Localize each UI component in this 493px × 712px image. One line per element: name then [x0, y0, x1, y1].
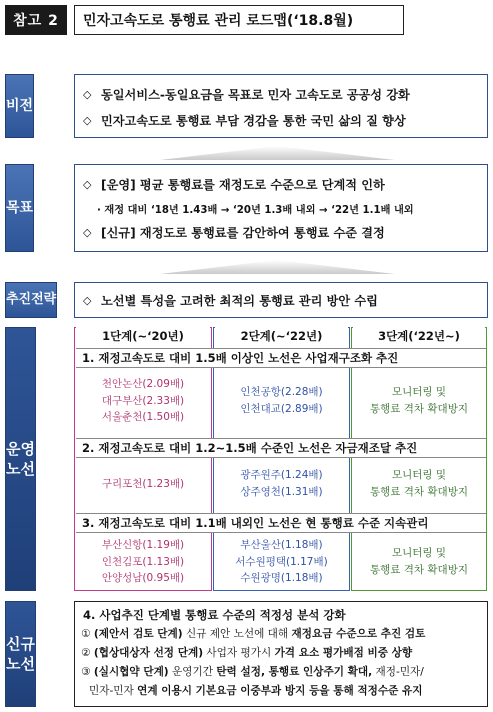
section-2-stage1: [76, 460, 210, 508]
goal-sub: · 재정 대비 ‘18년 1.43배 → ‘20년 1.3배 내외 → ‘22년 1.1배 내외: [97, 204, 414, 216]
vision-box: [74, 74, 488, 138]
route-item: 천안논산(2.09배): [101, 377, 185, 390]
item-number: ①: [81, 628, 91, 640]
stage3-header: 3단계(‘22년~): [353, 327, 485, 345]
diamond-icon: ◇: [83, 293, 92, 307]
new-routes-label: [5, 601, 36, 707]
new-item-3: [81, 664, 481, 683]
new-item-1: [81, 626, 481, 645]
vision-label: 비전: [5, 74, 34, 138]
section-3-stage3: [353, 535, 485, 589]
item-text: 사업자 평가시: [203, 647, 275, 659]
new-item-3-continued: [81, 683, 481, 702]
route-item: 대구부산(2.33배): [101, 394, 185, 407]
stage3-text: 모니터링 및: [391, 386, 447, 399]
item-text: 신규 제안 노선에 대해: [182, 628, 292, 640]
goal-label: 목표: [5, 164, 34, 252]
route-item: 수원광명(1.18배): [240, 572, 323, 585]
new-routes-box: [74, 601, 488, 707]
new-item-2: [81, 645, 481, 664]
item-tail: 재정-민자/: [372, 666, 424, 678]
item-emphasis: 연계 이용시 기본요금 이중부과 방지 등을 통해 적정수준 유지: [137, 685, 423, 697]
goal-item-1-text: [운영] 평균 통행료를 재정도로 수준으로 단계적 인하: [101, 177, 385, 192]
vision-item-2-text: 민자고속도로 통행료 부담 경감을 통한 국민 삶의 질 향상: [101, 113, 406, 128]
stage3-text: 통행료 격차 확대방지: [370, 564, 468, 576]
operating-routes-label: [5, 327, 36, 591]
item-text: 민자-민자: [89, 685, 138, 697]
goal-item-2-text: [신규] 재정도로 통행료를 감안하여 통행료 수준 결정: [101, 225, 385, 240]
item-emphasis: 가격 요소 평가배점 비중 상향: [274, 647, 413, 659]
operating-label-line1: 운영: [6, 439, 35, 458]
up-arrow-icon: [160, 146, 395, 160]
item-number: ②: [81, 647, 91, 659]
section-1-heading: 1. 재정고속도로 대비 1.5배 이상인 노선은 사업재구조화 추진: [76, 348, 486, 368]
new-routes-heading: 4. 사업추진 단계별 통행료 수준의 적정성 분석 강화: [83, 608, 346, 622]
vision-item-1-text: 동일서비스-동일요금을 목표로 민자 고속도로 공공성 강화: [101, 87, 410, 102]
route-item: 서울춘천(1.50배): [101, 411, 185, 424]
section-3-heading: 3. 재정고속도로 대비 1.1배 내외인 노선은 현 통행료 수준 지속관리: [76, 513, 486, 533]
up-arrow-icon: [160, 260, 395, 274]
goal-item-2: [83, 219, 479, 245]
stage3-text: 모니터링 및: [391, 547, 447, 560]
item-stage: (제안서 검토 단계): [93, 628, 183, 640]
item-number: ③: [81, 666, 91, 678]
item-stage: (협상대상자 선정 단계): [93, 647, 204, 659]
goal-item-1: [83, 171, 479, 197]
stage1-header: 1단계(~‘20년): [76, 327, 210, 345]
strategy-item: [83, 292, 378, 309]
stage3-text: 통행료 격차 확대방지: [370, 486, 468, 498]
reference-tag: 참고 2: [5, 5, 67, 35]
item-emphasis: 재정요금 수준으로 추진 검토: [291, 628, 426, 640]
new-label-line1: 신규: [6, 634, 35, 653]
stage3-text: 모니터링 및: [391, 469, 447, 482]
stage2-header: 2단계(~‘22년): [215, 327, 348, 345]
item-emphasis: 탄력 설정, 통행료 인상주기 확대,: [216, 666, 373, 678]
section-3-stage1: [76, 535, 210, 589]
route-item: 인천대교(2.89배): [240, 403, 323, 415]
strategy-item-text: 노선별 특성을 고려한 최적의 통행료 관리 방안 수립: [101, 293, 378, 308]
section-1-stage2: [215, 370, 348, 432]
stage3-text: 통행료 격차 확대방지: [370, 403, 468, 415]
diamond-icon: ◇: [83, 113, 92, 127]
section-1-stage1: [76, 370, 210, 432]
section-2-stage2: [215, 460, 348, 508]
route-item: 상주영천(1.31배): [240, 486, 323, 498]
route-item: 광주원주(1.24배): [240, 469, 323, 482]
item-text: 운영기간: [168, 666, 217, 678]
item-stage: (실시협약 단계): [93, 666, 169, 678]
vision-item-2: [83, 107, 479, 133]
diamond-icon: ◇: [83, 87, 92, 101]
section-3-stage2: [215, 535, 348, 589]
goal-box: [74, 164, 488, 252]
diamond-icon: ◇: [83, 225, 92, 239]
route-item: 인천김포(1.13배): [101, 555, 185, 568]
route-item: 구리포천(1.23배): [101, 477, 185, 490]
section-1-stage3: [353, 370, 485, 432]
route-item: 안양성남(0.95배): [101, 572, 185, 585]
route-item: 인천공항(2.28배): [240, 386, 323, 399]
page-title: 민자고속도로 통행료 관리 로드맵(‘18.8월): [74, 5, 404, 35]
route-item: 서수원평택(1.17배): [235, 555, 328, 568]
vision-item-1: [83, 81, 479, 107]
section-2-stage3: [353, 460, 485, 508]
strategy-box: [74, 282, 488, 318]
operating-label-line2: 노선: [6, 460, 35, 478]
route-item: 부산신항(1.19배): [101, 538, 185, 551]
route-item: 부산울산(1.18배): [240, 538, 323, 551]
strategy-label: 추진전략: [5, 282, 57, 318]
new-label-line2: 노선: [6, 655, 35, 673]
diamond-icon: ◇: [83, 177, 92, 191]
section-2-heading: 2. 재정고속도로 대비 1.2~1.5배 수준인 노선은 자금재조달 추진: [76, 438, 486, 458]
